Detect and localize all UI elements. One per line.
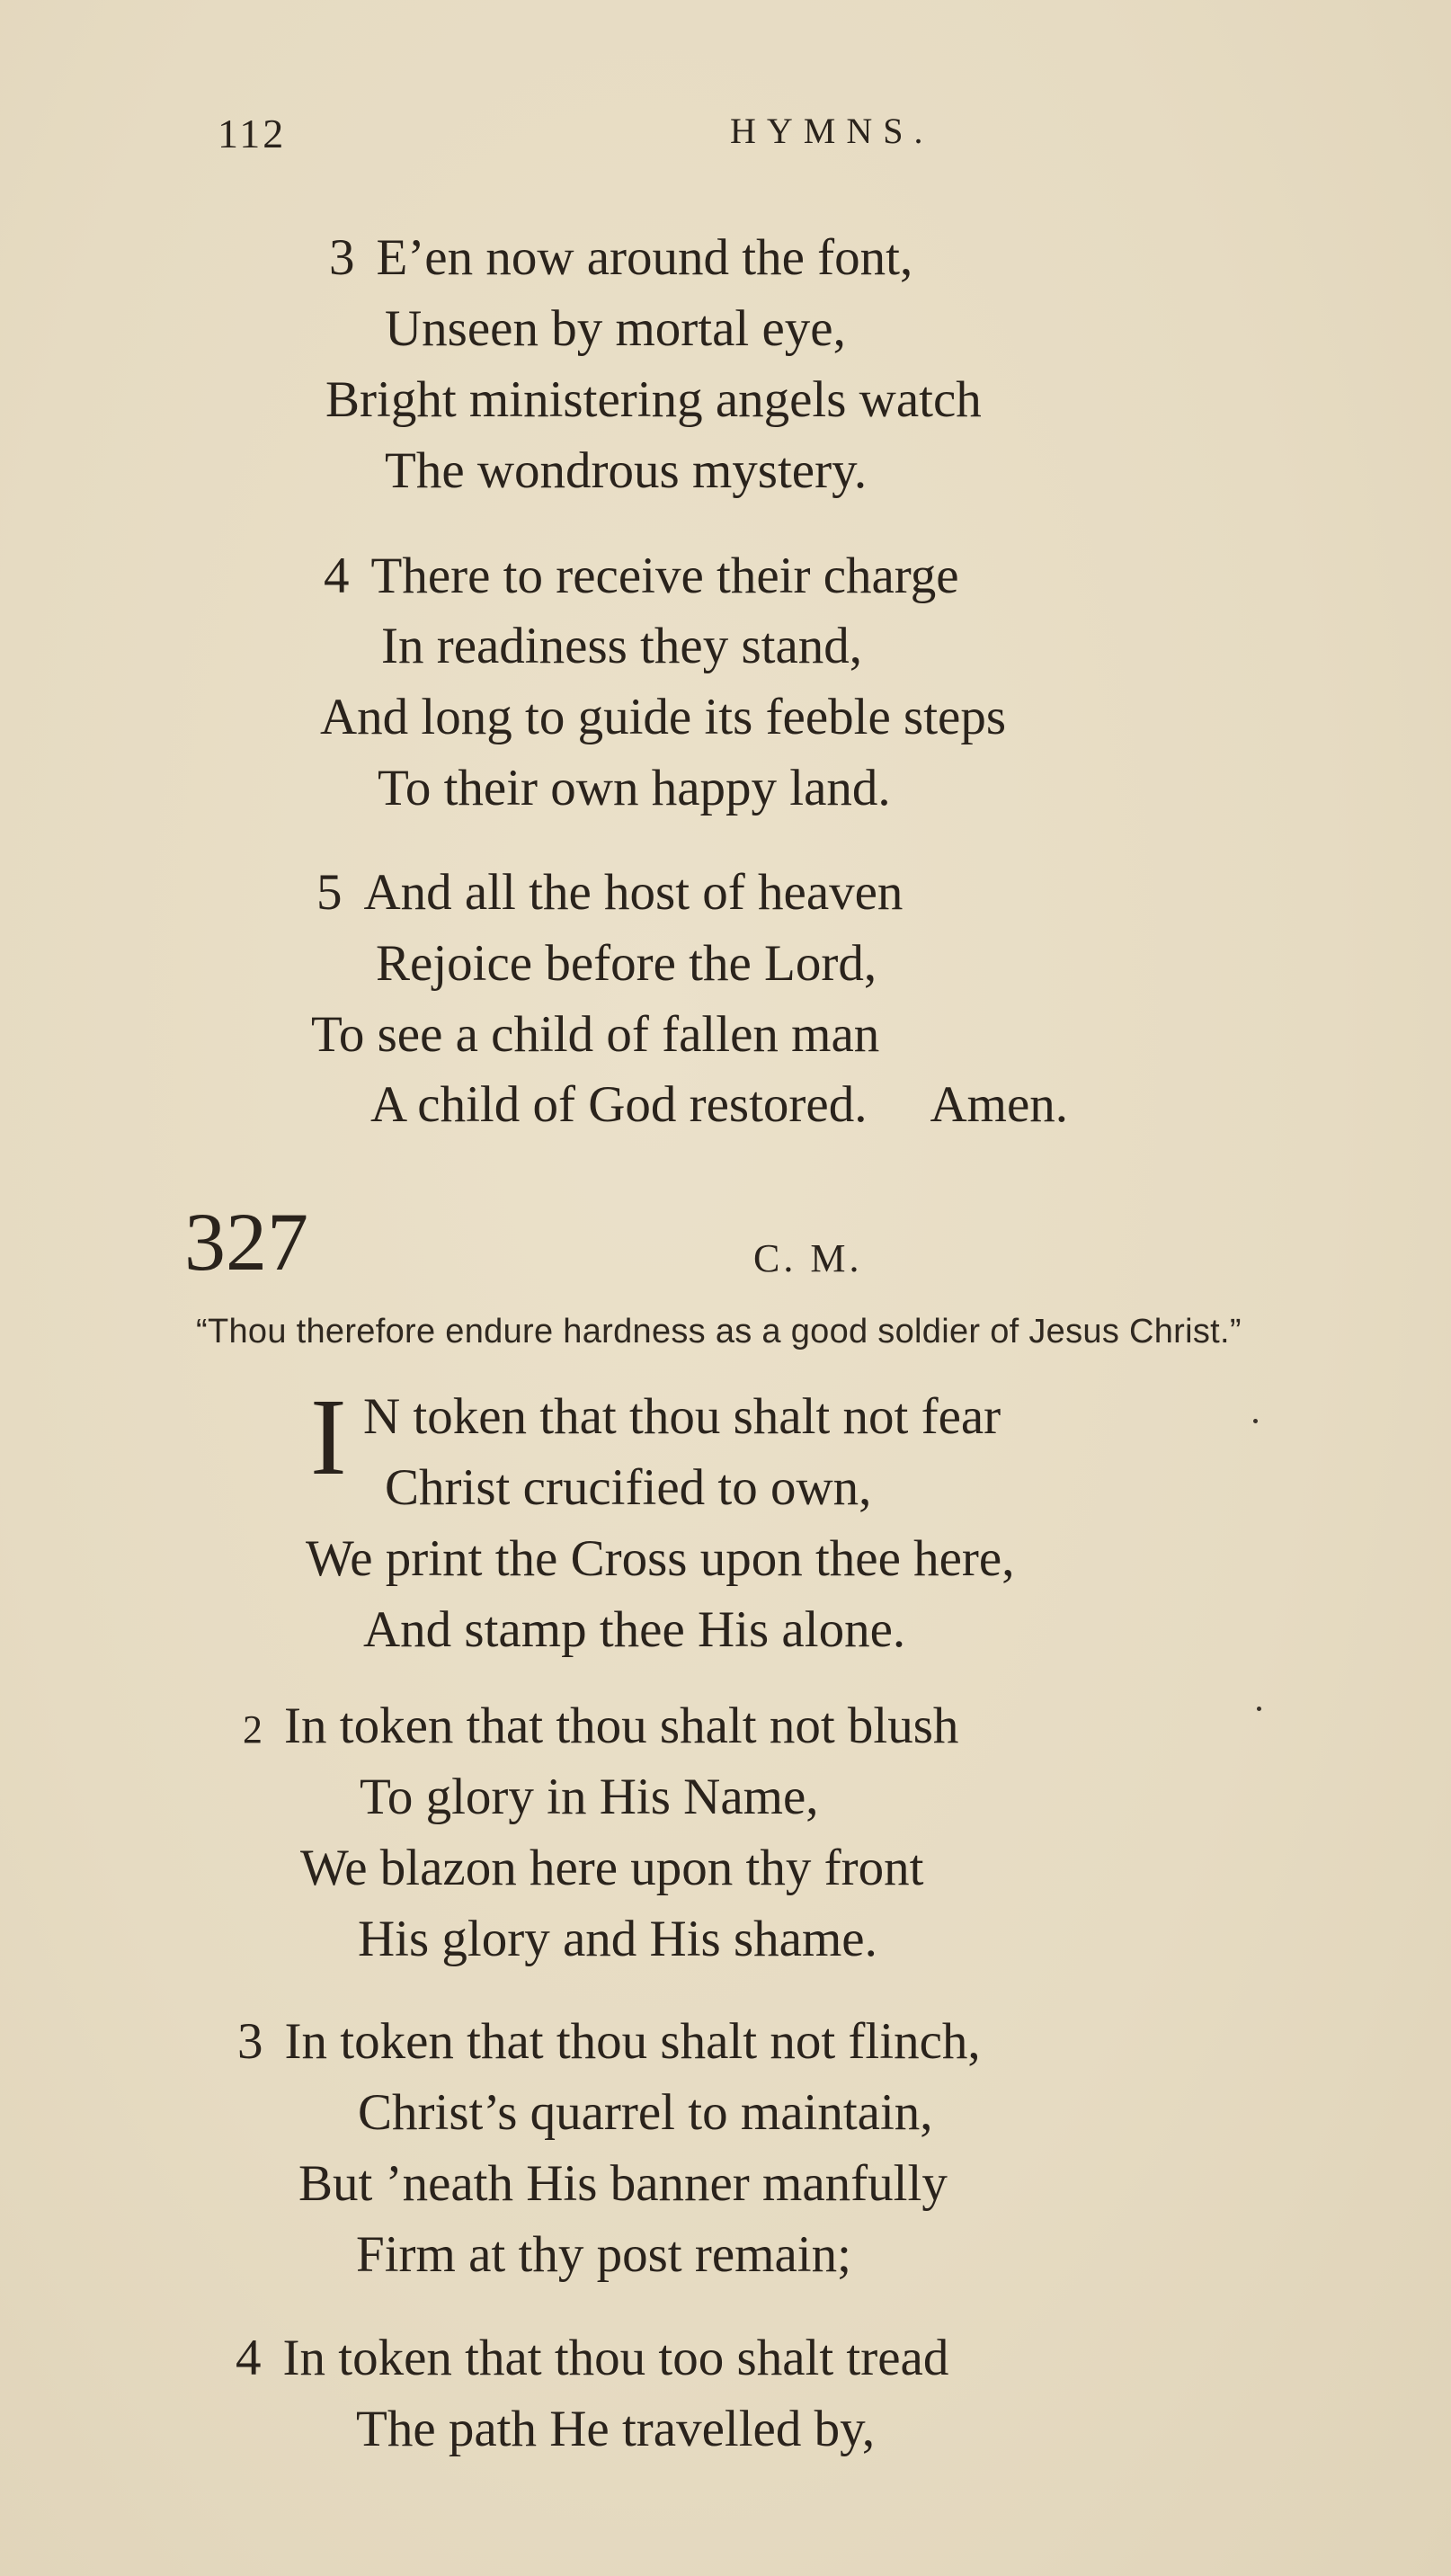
stanza-number: 3 bbox=[329, 229, 355, 286]
verse-line: To glory in His Name, bbox=[360, 1769, 819, 1825]
verse-line: 5 And all the host of heaven bbox=[316, 864, 904, 921]
verse-line: 3 E’en now around the font, bbox=[329, 229, 913, 286]
verse-line: To their own happy land. bbox=[378, 760, 891, 816]
verse-line: The path He travelled by, bbox=[356, 2401, 876, 2457]
verse-line: And stamp thee His alone. bbox=[363, 1601, 906, 1658]
verse-line: But ’neath His banner manfully bbox=[298, 2155, 948, 2212]
stanza-number: 2 bbox=[243, 1707, 263, 1752]
verse-line: A child of God restored. Amen. bbox=[370, 1076, 1069, 1133]
verse-line: And long to guide its feeble steps bbox=[320, 689, 1007, 745]
stanza-number: 5 bbox=[316, 864, 343, 921]
verse-line: Rejoice before the Lord, bbox=[376, 935, 877, 992]
verse-line: The wondrous mystery. bbox=[385, 442, 868, 499]
verse-line: In readiness they stand, bbox=[381, 618, 863, 674]
page-number: 112 bbox=[218, 111, 287, 156]
ink-speck bbox=[1257, 1707, 1261, 1711]
page-header bbox=[218, 110, 1027, 164]
running-head: HYMNS. bbox=[730, 111, 934, 151]
verse-line: To see a child of fallen man bbox=[311, 1006, 880, 1063]
verse-line: 4 In token that thou too shalt tread bbox=[236, 2330, 949, 2386]
verse-line: We blazon here upon thy front bbox=[300, 1840, 924, 1896]
stanza-number: 4 bbox=[324, 548, 350, 604]
amen: Amen. bbox=[930, 1076, 1069, 1133]
ink-speck bbox=[1253, 1419, 1258, 1423]
stanza-number: 4 bbox=[236, 2330, 262, 2386]
stanza-number: 3 bbox=[237, 2013, 263, 2070]
verse-line: Unseen by mortal eye, bbox=[385, 300, 846, 357]
verse-line: We print the Cross upon thee here, bbox=[306, 1530, 1015, 1587]
verse-line: Bright ministering angels watch bbox=[325, 371, 982, 428]
hymn-number: 327 bbox=[184, 1196, 308, 1288]
verse-line: His glory and His shame. bbox=[358, 1911, 877, 1967]
verse-line: Firm at thy post remain; bbox=[356, 2226, 851, 2283]
drop-cap: I bbox=[310, 1377, 347, 1498]
verse-line: 4 There to receive their charge bbox=[324, 548, 959, 604]
hymn-meter: C. M. bbox=[753, 1236, 863, 1280]
verse-line: Christ’s quarrel to maintain, bbox=[358, 2084, 933, 2141]
verse-line: Christ crucified to own, bbox=[385, 1459, 872, 1516]
verse-line: N token that thou shalt not fear bbox=[363, 1388, 1001, 1445]
verse-line: 3 In token that thou shalt not flinch, bbox=[237, 2013, 981, 2070]
verse-line: 2 In token that thou shalt not blush bbox=[243, 1698, 959, 1754]
hymn-epigraph: “Thou therefore endure hardness as a good soldier of Jesus Christ.” bbox=[196, 1313, 1242, 1350]
